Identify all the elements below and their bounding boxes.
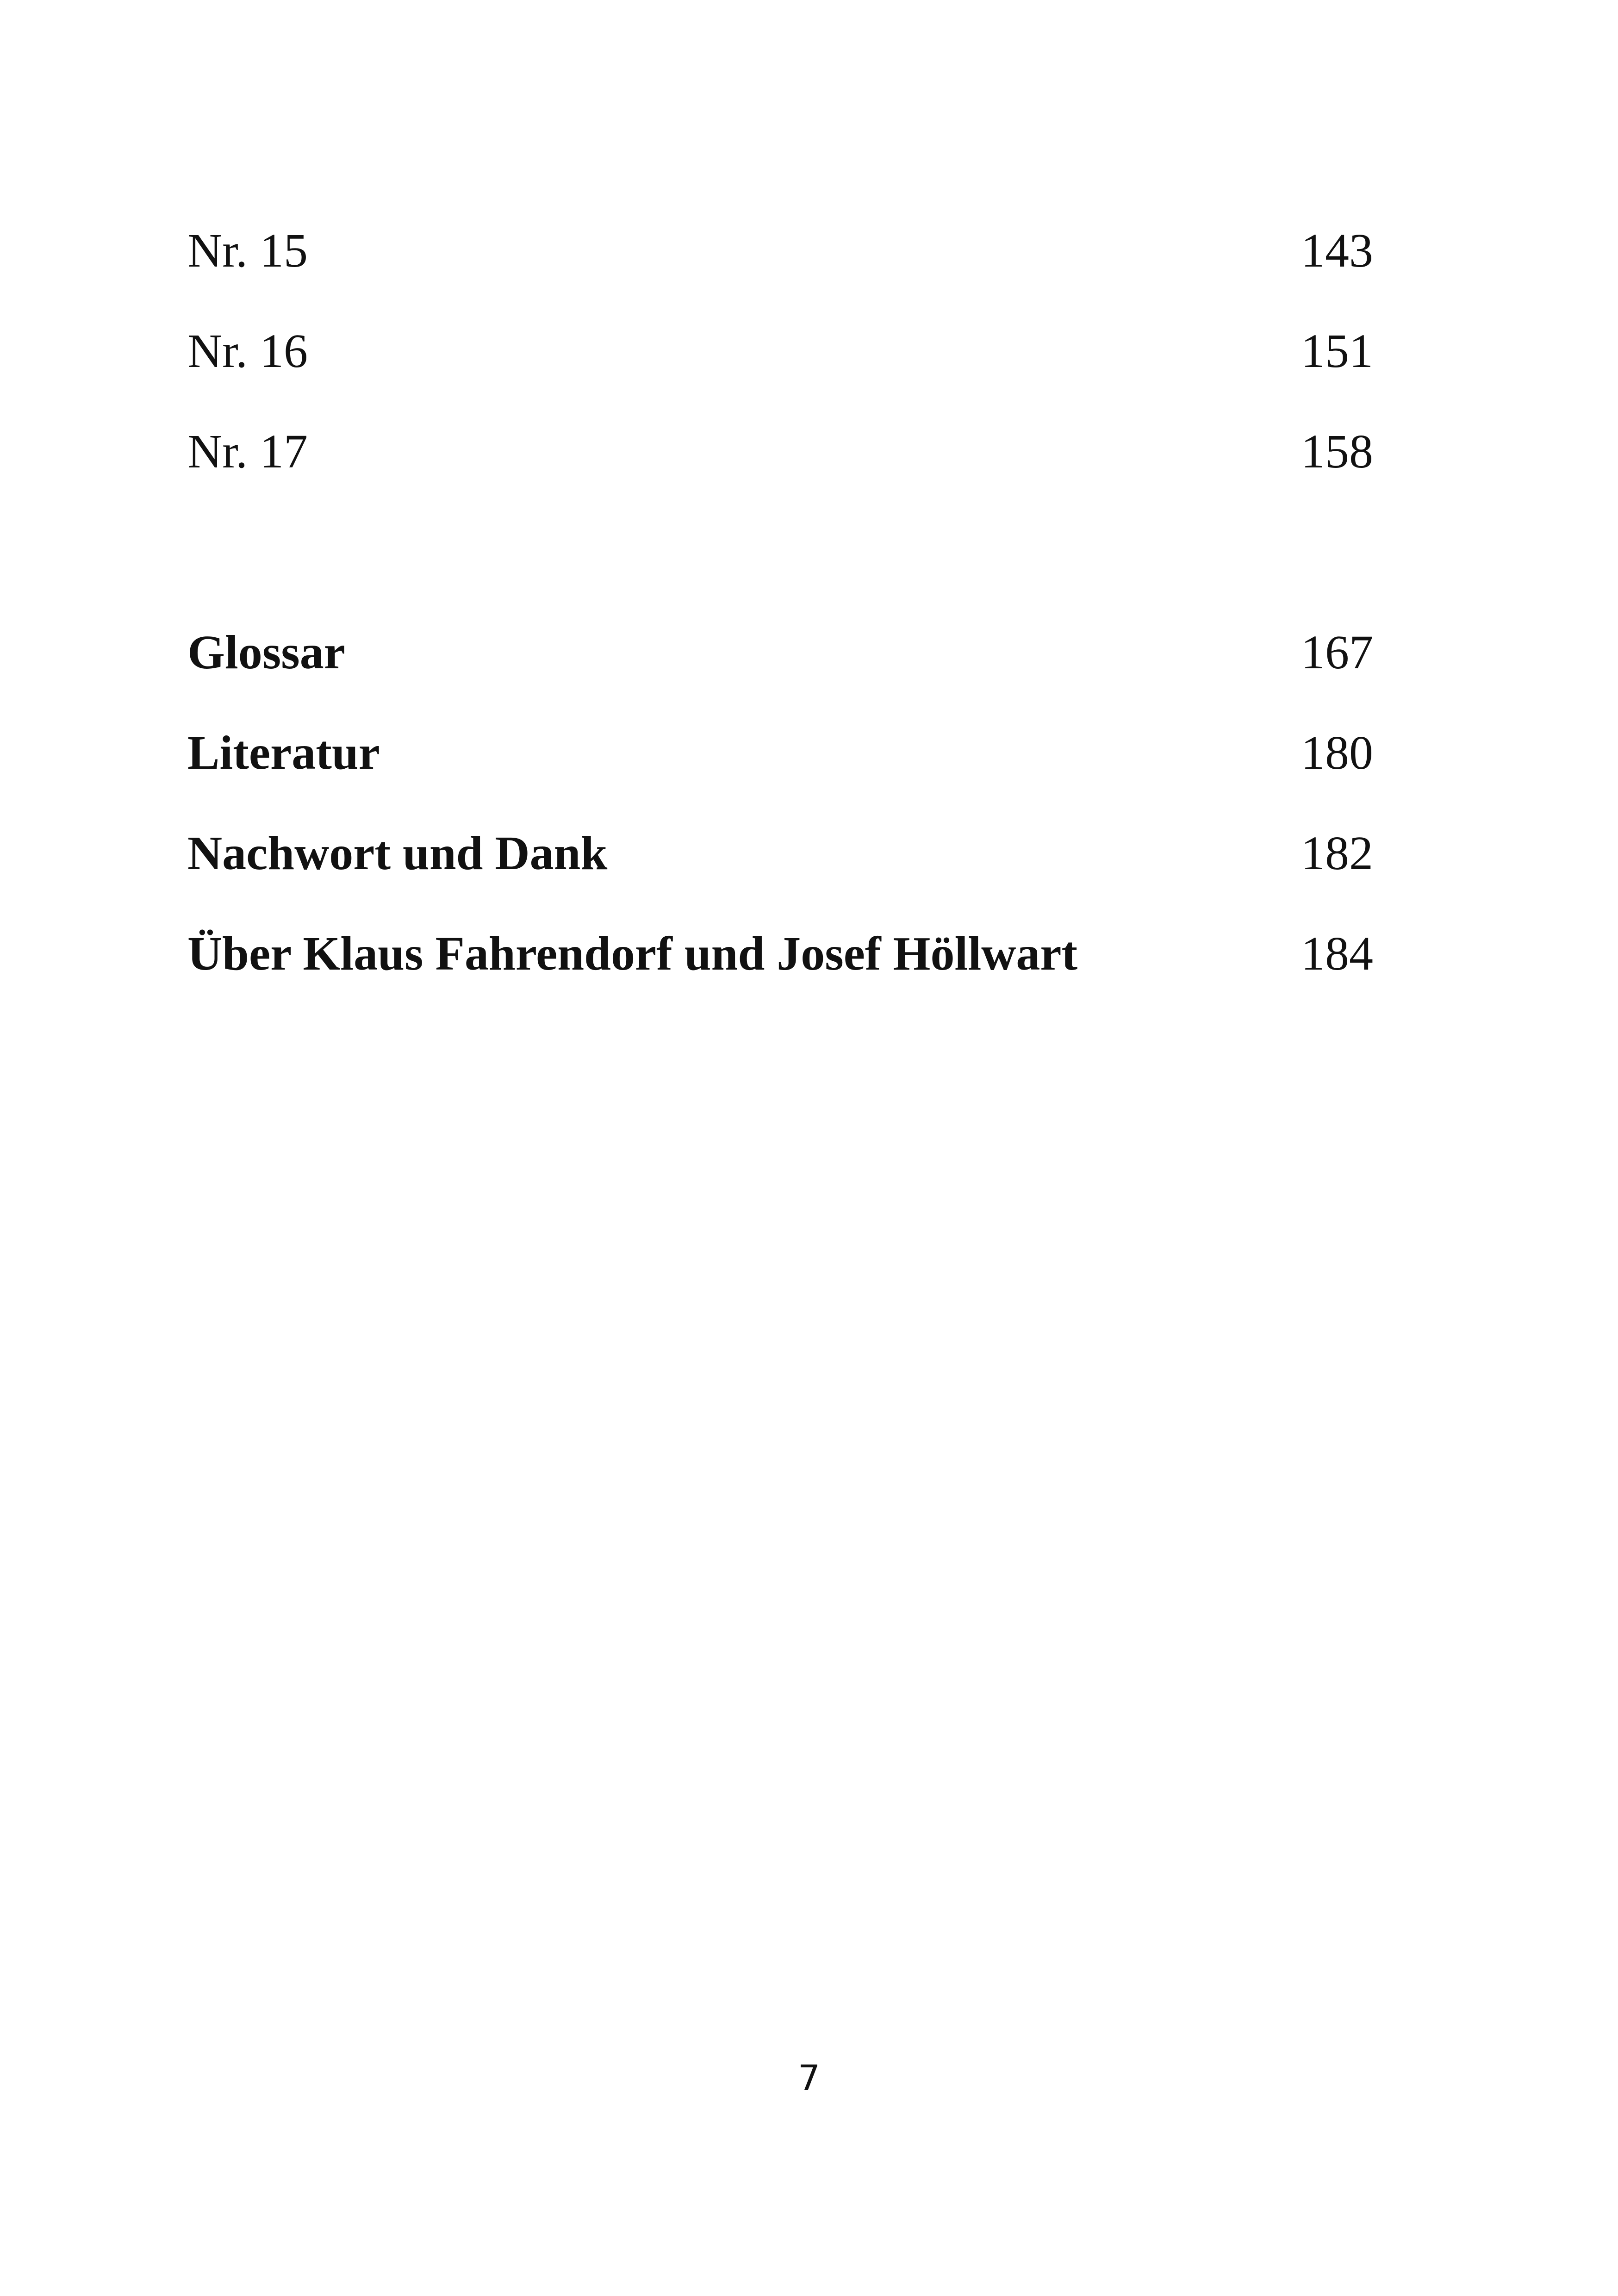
toc-entry-nachwort-und-dank bbox=[187, 816, 1373, 890]
toc-entry-glossar bbox=[187, 616, 1373, 690]
toc-entry-ueber-die-autoren bbox=[187, 917, 1373, 991]
toc-entry-page-number: 151 bbox=[1301, 324, 1373, 378]
toc-entry-title: Über Klaus Fahrendorf und Josef Höllwart bbox=[187, 927, 1078, 980]
toc-entry-page-number: 158 bbox=[1301, 425, 1373, 478]
toc-entry-page-number: 143 bbox=[1301, 224, 1373, 277]
toc-entry-page-number: 184 bbox=[1301, 927, 1373, 980]
toc-entry-literatur bbox=[187, 716, 1373, 790]
toc-entry-nr-15 bbox=[187, 214, 1373, 288]
toc-entry-title: Nachwort und Dank bbox=[187, 827, 608, 880]
toc-entry-title: Nr. 15 bbox=[187, 224, 308, 277]
toc-entry-title: Nr. 16 bbox=[187, 324, 308, 378]
page-number: 7 bbox=[797, 2057, 821, 2098]
toc-entry-title: Nr. 17 bbox=[187, 425, 308, 478]
toc-entry-title: Literatur bbox=[187, 726, 380, 779]
toc-entry-nr-16 bbox=[187, 314, 1373, 388]
toc-entry-page-number: 180 bbox=[1301, 726, 1373, 779]
toc-entry-title: Glossar bbox=[187, 626, 345, 679]
toc-entry-page-number: 182 bbox=[1301, 827, 1373, 880]
toc-entry-nr-17 bbox=[187, 415, 1373, 489]
toc-entry-page-number: 167 bbox=[1301, 626, 1373, 679]
